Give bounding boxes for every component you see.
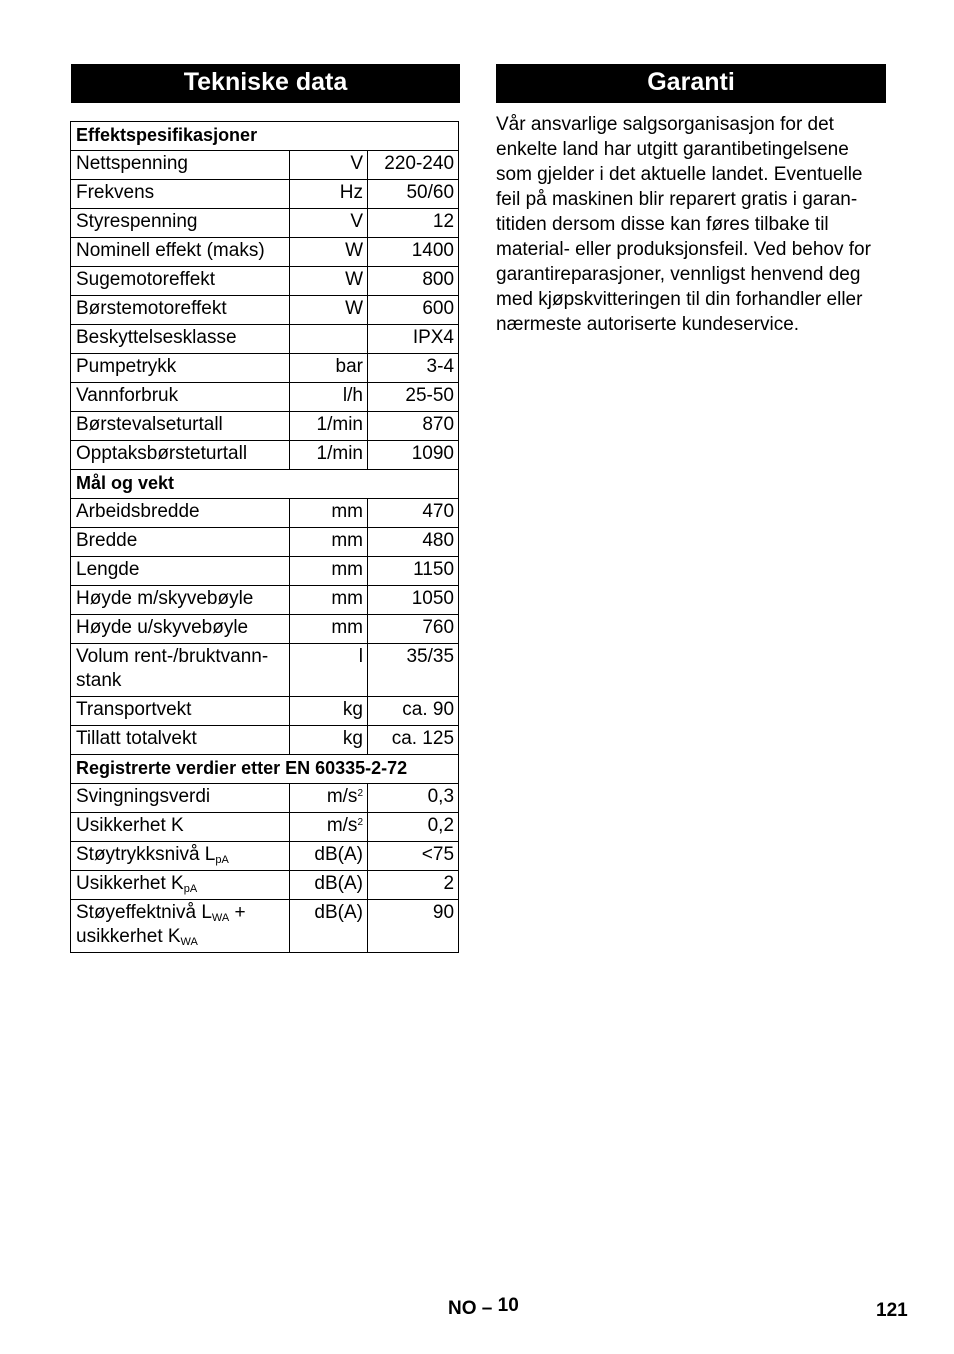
row-label xyxy=(71,354,290,383)
unit-text: W xyxy=(345,298,363,319)
row-value: 90 xyxy=(368,900,459,953)
technical-data-table xyxy=(70,121,459,953)
label-text: Høyde u/skyvebøyle xyxy=(76,617,249,638)
label-text: Børstevalseturtall xyxy=(76,414,223,435)
tekniske-data-heading: Tekniske data xyxy=(71,64,460,103)
unit-text: W xyxy=(345,269,363,290)
label-second-line: usikkerhet K xyxy=(76,926,181,947)
label-text: Støyeffektnivå L xyxy=(76,902,212,923)
table-row xyxy=(71,586,459,615)
row-label xyxy=(71,871,290,900)
unit-text: l xyxy=(358,646,363,667)
unit-text: 1/min xyxy=(316,414,363,435)
row-value: 1050 xyxy=(368,586,459,615)
label-subscript: pA xyxy=(215,854,229,866)
section-title: Registrerte verdier etter EN 60335-2-72 xyxy=(71,755,459,784)
label-text: Børstemotoreffekt xyxy=(76,298,227,319)
row-label xyxy=(71,441,290,470)
unit-text: kg xyxy=(342,699,363,720)
table-row xyxy=(71,871,459,900)
garanti-text: Vår ansvarlige salgsorganisasjon for det enkelte land har utgitt garantibetingelsene som gjelder i det aktuelle landet. Eventuelle feil på maskinen blir reparert gratis i garan-titiden dersom disse kan føres tilbake til material- eller produksjonsfeil. Ved behov for garantireparasjoner, vennligst henvend deg med kjøpskvitteringen til din forhandler eller nærmeste autoriserte kundeservice. xyxy=(496,114,871,335)
label-text: Volum rent-/bruktvann- xyxy=(76,646,269,667)
unit-text: m/s xyxy=(326,786,358,807)
footer-code-number: 10 xyxy=(497,1295,519,1316)
label-text: Tillatt totalvekt xyxy=(76,728,197,749)
row-label xyxy=(71,615,290,644)
row-value: ca. 125 xyxy=(368,726,459,755)
row-unit xyxy=(290,441,368,470)
garanti-heading: Garanti xyxy=(496,64,886,103)
label-text: Usikkerhet K xyxy=(76,873,184,894)
label-text: Bredde xyxy=(76,530,138,551)
row-value: 760 xyxy=(368,615,459,644)
unit-text: Hz xyxy=(339,182,363,203)
row-label xyxy=(71,267,290,296)
label-suffix: + xyxy=(229,902,246,923)
row-value: 1150 xyxy=(368,557,459,586)
row-unit xyxy=(290,238,368,267)
row-value: 800 xyxy=(368,267,459,296)
row-unit xyxy=(290,209,368,238)
table-row xyxy=(71,296,459,325)
unit-text: 1/min xyxy=(316,443,363,464)
table-row xyxy=(71,499,459,528)
row-label xyxy=(71,180,290,209)
label-text: Transportvekt xyxy=(76,699,192,720)
unit-text: mm xyxy=(331,588,363,609)
row-value: ca. 90 xyxy=(368,697,459,726)
section-title: Mål og vekt xyxy=(71,470,459,499)
row-label xyxy=(71,697,290,726)
table-row xyxy=(71,644,459,697)
label-text: Høyde m/skyvebøyle xyxy=(76,588,254,609)
unit-text: mm xyxy=(331,559,363,580)
section-header-row xyxy=(71,755,459,784)
unit-text: dB(A) xyxy=(314,902,363,923)
row-unit xyxy=(290,697,368,726)
table-row xyxy=(71,209,459,238)
unit-text: mm xyxy=(331,530,363,551)
table-row xyxy=(71,842,459,871)
footer-section-code xyxy=(448,1295,519,1320)
row-unit xyxy=(290,784,368,813)
row-unit xyxy=(290,528,368,557)
table-row xyxy=(71,441,459,470)
unit-text: bar xyxy=(335,356,363,377)
row-value: 220-240 xyxy=(368,151,459,180)
row-value: 1090 xyxy=(368,441,459,470)
label-text: Svingningsverdi xyxy=(76,786,211,807)
row-label xyxy=(71,383,290,412)
table-row xyxy=(71,180,459,209)
label-subscript: pA xyxy=(183,883,198,895)
label-text: Pumpetrykk xyxy=(76,356,177,377)
unit-text: V xyxy=(350,211,363,232)
row-value: 12 xyxy=(368,209,459,238)
row-value: 50/60 xyxy=(368,180,459,209)
row-unit xyxy=(290,383,368,412)
table-row xyxy=(71,697,459,726)
row-label xyxy=(71,325,290,354)
section-header-row xyxy=(71,122,459,151)
row-unit xyxy=(290,586,368,615)
unit-text: dB(A) xyxy=(314,873,363,894)
table-row xyxy=(71,557,459,586)
row-value: IPX4 xyxy=(368,325,459,354)
row-unit xyxy=(290,296,368,325)
label-text: Sugemotoreffekt xyxy=(76,269,216,290)
label-subscript: WA xyxy=(211,912,230,924)
label-text: Nettspenning xyxy=(76,153,188,174)
row-unit xyxy=(290,412,368,441)
row-value: 35/35 xyxy=(368,644,459,697)
row-label xyxy=(71,209,290,238)
row-value: 2 xyxy=(368,871,459,900)
row-unit xyxy=(290,180,368,209)
table-row xyxy=(71,267,459,296)
row-value: 3-4 xyxy=(368,354,459,383)
unit-superscript: 2 xyxy=(357,817,363,828)
page-number: 121 xyxy=(876,1300,908,1321)
row-unit xyxy=(290,615,368,644)
row-label xyxy=(71,586,290,615)
label-text: Beskyttelsesklasse xyxy=(76,327,237,348)
row-value: 0,3 xyxy=(368,784,459,813)
table-row xyxy=(71,383,459,412)
label-text: Nominell effekt (maks) xyxy=(76,240,265,261)
row-unit xyxy=(290,644,368,697)
row-value: 25-50 xyxy=(368,383,459,412)
table-row xyxy=(71,325,459,354)
row-value: 1400 xyxy=(368,238,459,267)
table-row xyxy=(71,784,459,813)
unit-text: dB(A) xyxy=(314,844,363,865)
table-row xyxy=(71,813,459,842)
row-label xyxy=(71,784,290,813)
unit-superscript: 2 xyxy=(357,788,363,799)
row-value: 0,2 xyxy=(368,813,459,842)
row-unit xyxy=(290,151,368,180)
table-row xyxy=(71,238,459,267)
row-label xyxy=(71,499,290,528)
label-second-line: stank xyxy=(76,670,122,691)
row-unit xyxy=(290,900,368,953)
row-label xyxy=(71,296,290,325)
label-text: Frekvens xyxy=(76,182,155,203)
label-second-subscript: WA xyxy=(180,936,198,948)
row-label xyxy=(71,528,290,557)
unit-text: mm xyxy=(331,617,363,638)
label-text: Lengde xyxy=(76,559,140,580)
section-header-row xyxy=(71,470,459,499)
row-label xyxy=(71,900,290,953)
row-value: <75 xyxy=(368,842,459,871)
table-row xyxy=(71,615,459,644)
unit-text: m/s xyxy=(326,815,358,836)
row-unit xyxy=(290,726,368,755)
table-row xyxy=(71,726,459,755)
row-unit xyxy=(290,267,368,296)
label-text: Støytrykksnivå L xyxy=(76,844,216,865)
unit-text: kg xyxy=(342,728,363,749)
row-label xyxy=(71,842,290,871)
row-label xyxy=(71,813,290,842)
label-text: Styrespenning xyxy=(76,211,198,232)
table-row xyxy=(71,354,459,383)
row-unit xyxy=(290,325,368,354)
row-value: 470 xyxy=(368,499,459,528)
footer-code-prefix: NO – xyxy=(448,1298,493,1319)
unit-text: l/h xyxy=(342,385,363,406)
row-label xyxy=(71,412,290,441)
label-text: Opptaksbørsteturtall xyxy=(76,443,248,464)
table-row xyxy=(71,900,459,953)
row-label xyxy=(71,151,290,180)
row-label xyxy=(71,557,290,586)
row-unit xyxy=(290,354,368,383)
row-value: 480 xyxy=(368,528,459,557)
row-unit xyxy=(290,842,368,871)
row-unit xyxy=(290,813,368,842)
table-row xyxy=(71,528,459,557)
row-label xyxy=(71,238,290,267)
row-unit xyxy=(290,557,368,586)
row-label xyxy=(71,644,290,697)
row-unit xyxy=(290,871,368,900)
section-title: Effektspesifikasjoner xyxy=(71,122,459,151)
row-unit xyxy=(290,499,368,528)
unit-text: V xyxy=(350,153,363,174)
row-value: 600 xyxy=(368,296,459,325)
label-text: Arbeidsbredde xyxy=(76,501,200,522)
row-label xyxy=(71,726,290,755)
unit-text: mm xyxy=(331,501,363,522)
table-row xyxy=(71,151,459,180)
unit-text: W xyxy=(345,240,363,261)
label-text: Usikkerhet K xyxy=(76,815,184,836)
label-text: Vannforbruk xyxy=(76,385,179,406)
table-row xyxy=(71,412,459,441)
row-value: 870 xyxy=(368,412,459,441)
